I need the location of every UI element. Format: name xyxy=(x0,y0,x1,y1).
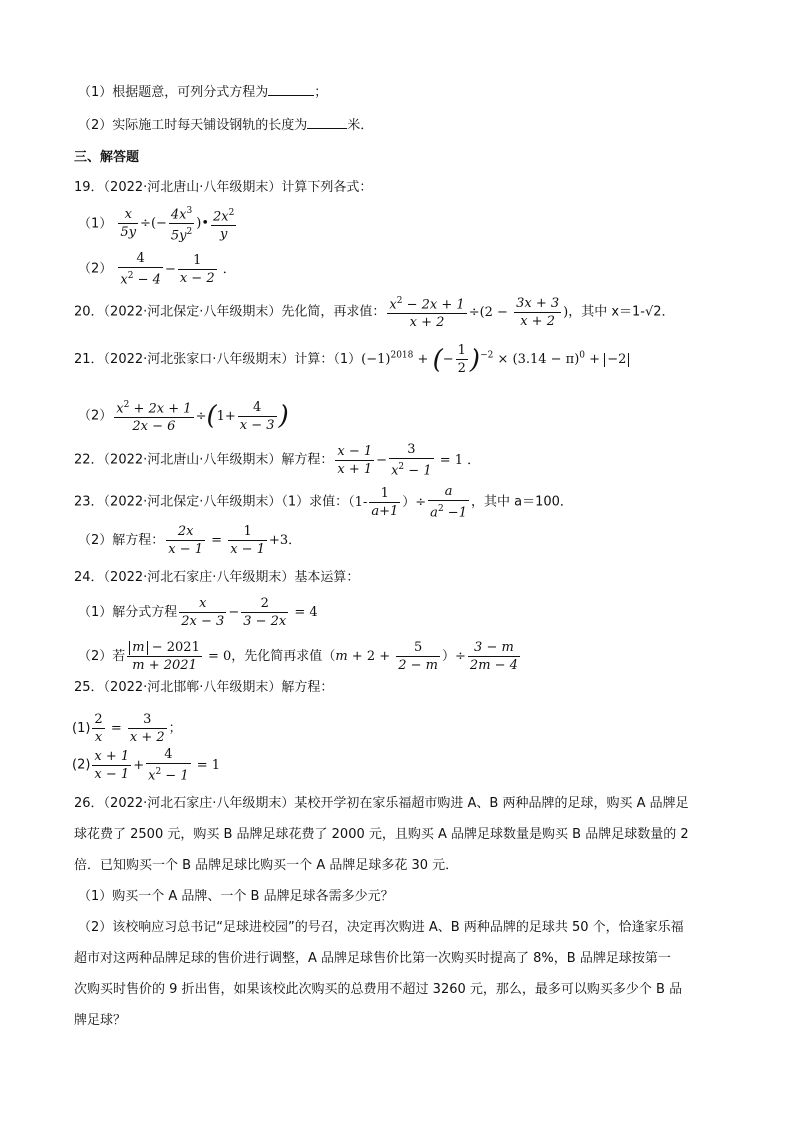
q18-part1-text: （1）根据题意，可列分式方程为 xyxy=(78,85,269,100)
q26-part1: （1）购买一个 A 品牌、一个 B 品牌足球各需多少元？ xyxy=(78,889,394,904)
q24-part2 xyxy=(78,640,724,673)
q21-part2 xyxy=(78,398,724,434)
q19-part2 xyxy=(78,251,724,287)
q25-stem: 25．（2022·河北邯郸·八年级期末）解方程： xyxy=(74,680,334,695)
q18-part2 xyxy=(78,116,724,135)
q22-stem: 22．（2022·河北唐山·八年级期末）解方程： xyxy=(74,452,334,468)
q20-stem: 20．（2022·河北保定·八年级期末）先化简，再求值： xyxy=(74,304,386,320)
q22 xyxy=(74,442,724,478)
q18-part1-end: ； xyxy=(314,85,328,100)
q26-part2-l3: 次购买时售价的 9 折出售，如果该校此次购买的总费用不超过 3260 元，那么，最多可以购买多少个 B 品 xyxy=(74,982,683,997)
q23-tail: ，其中 a＝100． xyxy=(470,494,573,510)
q20-tail: ，其中 x＝1-√2． xyxy=(568,304,675,320)
q26-line3: 倍．已知购买一个 B 品牌足球比购买一个 A 品牌足球多花 30 元． xyxy=(74,858,459,873)
q23-stem: 23．（2022·河北保定·八年级期末）（1）求值： xyxy=(74,494,349,510)
q24-part1-label: （1）解分式方程 xyxy=(78,605,178,620)
q22-expr: $\frac{x - 1}{x + 1}$ − $\frac{3}{x^2 - 1}$ = 1 ． xyxy=(337,442,481,479)
q18-part2-end: 米． xyxy=(347,118,374,133)
q20 xyxy=(74,294,724,330)
answer-blank xyxy=(268,83,314,96)
q25-part2 xyxy=(72,747,724,783)
q24-stem: 24．（2022·河北石家庄·八年级期末）基本运算： xyxy=(74,570,360,585)
q19-part1-expr: $\frac{x}{5y}$ ÷(− $\frac{4x^3}{5y^2}$ )• $\frac{2x^2}{y}$ xyxy=(120,206,235,244)
q18-part1 xyxy=(78,83,724,102)
q21 xyxy=(74,343,724,376)
q19-part1 xyxy=(78,204,724,244)
q20-expr: $\frac{x^2 - 2x + 1}{x + 2}$ ÷(2 − $\frac{3x + 3}{x + 2}$ ) xyxy=(389,295,569,331)
q23-part1-expr: （1- $\frac{1}{a+1}$ ）÷ $\frac{a}{a^2 -1}$ xyxy=(348,484,467,521)
q25-part1 xyxy=(72,712,724,745)
q25-part2-expr: $\frac{x + 1}{x - 1}$ + $\frac{4}{x^2 - 1}$ = 1 xyxy=(94,747,221,784)
q26-part2-l2: 超市对这两种品牌足球的售价进行调整，A 品牌足球售价比第一次购买时提高了 8%，B 品牌足球按第一 xyxy=(74,951,671,966)
q25-part1-label: (1) xyxy=(72,721,91,736)
q26-part2-l4: 牌足球？ xyxy=(74,1013,127,1028)
section-heading: 三、解答题 xyxy=(74,150,140,165)
q21-part1-expr: $(-1)^{2018}$ + (− $\frac{1}{2}$ )$^{-2} \times (3.14 - \pi)^0 + -2$ xyxy=(361,352,629,367)
q18-part2-text: （2）实际施工时每天铺设钢轨的长度为 xyxy=(78,118,308,133)
q19-part2-label: （2） xyxy=(78,261,113,277)
q23-part2-expr: $\frac{2x}{x - 1}$ = $\frac{1}{x - 1}$ +3． xyxy=(168,524,302,557)
q21-stem: 21．（2022·河北张家口·八年级期末）计算：（1） xyxy=(74,352,362,367)
q24-part2-mid: ，先化简再求值 xyxy=(231,649,323,664)
q26-line2: 球花费了 2500 元，购买 B 品牌足球花费了 2000 元，且购买 A 品牌足球数量是购买 B 品牌足球数量的 2 xyxy=(74,827,689,842)
q19-part1-label: （1） xyxy=(78,216,113,232)
q25-part1-expr: $\frac{2}{x}$ = $\frac{3}{x + 2}$ ； xyxy=(94,712,182,745)
q24-part2-expr: （m + 2 + $\frac{5}{2 - m}$ ）÷ $\frac{3 - m}{2m - 4}$ xyxy=(322,640,518,673)
q23-part2-label: （2）解方程： xyxy=(78,533,165,548)
q24-part2-label: （2）若 xyxy=(78,649,126,664)
q24-condition: $\frac{m - 2021}{m + 2021}$ = 0 xyxy=(125,649,231,664)
q21-part2-expr: $\frac{x^2 + 2x + 1}{2x - 6}$ ÷(1+ $\frac{4}{x - 3}$ ) xyxy=(116,399,289,435)
q23 xyxy=(74,484,724,520)
q24-part1 xyxy=(78,596,724,629)
q23-part2 xyxy=(78,524,724,557)
q19-stem: 19．（2022·河北唐山·八年级期末）计算下列各式： xyxy=(74,180,373,195)
q26-line1: 26．（2022·河北石家庄·八年级期末）某校开学初在家乐福超市购进 A、B 两种品牌的足球，购买 A 品牌足 xyxy=(74,796,689,811)
q21-part2-label: （2） xyxy=(78,408,113,424)
answer-blank xyxy=(307,116,347,129)
q19-part2-expr: $\frac{4}{x^2 - 4}$ − $\frac{1}{x - 2}$ ． xyxy=(120,251,236,288)
q26-part2-l1: （2）该校响应习总书记“足球进校园”的号召，决定再次购进 A、B 两种品牌的足球共 50 个，恰逢家乐福 xyxy=(78,920,684,935)
q24-part1-expr: $\frac{x}{2x - 3}$ − $\frac{2}{3 - 2x}$ = 4 xyxy=(181,596,318,629)
q25-part2-label: (2) xyxy=(72,757,91,773)
